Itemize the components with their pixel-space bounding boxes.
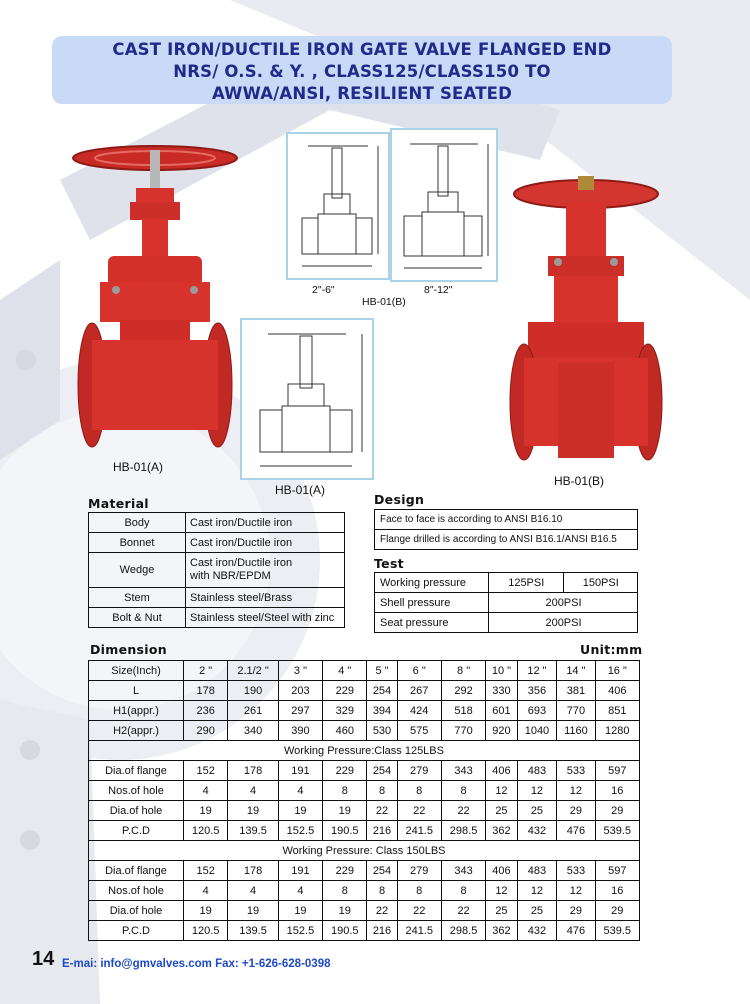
drawing-b-caption: HB-01(B) [362, 296, 406, 308]
table-cell: 476 [557, 921, 595, 941]
table-cell: 851 [595, 701, 639, 721]
table-cell: 340 [228, 721, 278, 741]
row-label: Dia.of hole [89, 901, 184, 921]
table-cell: 12 [486, 881, 517, 901]
table-cell: 120.5 [184, 821, 228, 841]
design-table [374, 509, 638, 550]
material-value: Cast iron/Ductile iron [186, 533, 345, 553]
table-cell: 19 [228, 901, 278, 921]
table-cell: 19 [278, 901, 322, 921]
table-cell: 152 [184, 761, 228, 781]
test-heading: Test [374, 556, 404, 571]
table-cell: 12 [557, 781, 595, 801]
table-cell: 22 [441, 901, 485, 921]
valve-b-photo [508, 172, 664, 474]
table-cell: 16 [595, 781, 639, 801]
table-row [89, 881, 640, 901]
table-cell: 19 [228, 801, 278, 821]
material-row-body [89, 513, 345, 533]
table-cell: 216 [367, 921, 397, 941]
table-cell: 8 " [441, 661, 485, 681]
test-table [374, 572, 638, 633]
dimension-unit: Unit:mm [580, 642, 643, 657]
drawing-b-large [390, 128, 498, 282]
table-cell: 16 [595, 881, 639, 901]
test-value-125: 125PSI [489, 573, 564, 593]
table-cell: 191 [278, 761, 322, 781]
table-cell: 12 " [517, 661, 557, 681]
table-cell: 362 [486, 821, 517, 841]
table-cell: 432 [517, 921, 557, 941]
material-key: Body [89, 513, 186, 533]
test-key: Shell pressure [375, 593, 489, 613]
table-cell: 533 [557, 861, 595, 881]
table-cell: 191 [278, 861, 322, 881]
page-number: 14 [32, 948, 55, 970]
table-cell: 14 " [557, 661, 595, 681]
material-row-bonnet [89, 533, 345, 553]
table-cell: 29 [595, 801, 639, 821]
table-cell: 432 [517, 821, 557, 841]
table-cell: 8 [367, 881, 397, 901]
table-row [89, 801, 640, 821]
row-label: H1(appr.) [89, 701, 184, 721]
material-value-2: with NBR/EPDM [190, 570, 271, 582]
table-cell: 229 [323, 861, 367, 881]
drawing-a-sketch [242, 320, 372, 478]
test-key: Working pressure [375, 573, 489, 593]
table-cell: 152.5 [278, 821, 322, 841]
drawing-b-large-sketch [392, 130, 496, 280]
table-row [89, 921, 640, 941]
table-cell: 575 [397, 721, 441, 741]
table-cell: 601 [486, 701, 517, 721]
material-value: Cast iron/Ductile iron [186, 513, 345, 533]
table-cell: 120.5 [184, 921, 228, 941]
pressure-class-label: Working Pressure:Class 125LBS [89, 741, 640, 761]
table-cell: 29 [595, 901, 639, 921]
table-cell: 2 " [184, 661, 228, 681]
table-cell: 330 [486, 681, 517, 701]
drawing-b-size2: 8"-12" [424, 284, 453, 296]
table-cell: 292 [441, 681, 485, 701]
table-cell: 19 [323, 901, 367, 921]
table-cell: 424 [397, 701, 441, 721]
table-cell: 4 [228, 881, 278, 901]
table-cell: 241.5 [397, 921, 441, 941]
table-cell: 298.5 [441, 821, 485, 841]
table-cell: 29 [557, 901, 595, 921]
design-row: Face to face is according to ANSI B16.10 [375, 510, 638, 530]
table-cell: 4 [228, 781, 278, 801]
valve-a-caption: HB-01(A) [113, 460, 164, 474]
material-row-wedge [89, 553, 345, 588]
dimension-heading: Dimension [90, 642, 167, 657]
table-cell: 25 [517, 901, 557, 921]
table-cell: 8 [397, 881, 441, 901]
class150-row [89, 841, 640, 861]
material-row-stem [89, 588, 345, 608]
table-cell: 4 [278, 881, 322, 901]
title-line-3: AWWA/ANSI, RESILIENT SEATED [211, 84, 513, 103]
table-cell: 518 [441, 701, 485, 721]
test-value-150: 150PSI [563, 573, 638, 593]
table-cell: 190.5 [323, 921, 367, 941]
table-cell: 5 " [367, 661, 397, 681]
material-key: Wedge [89, 553, 186, 588]
table-cell: 152.5 [278, 921, 322, 941]
table-cell: 203 [278, 681, 322, 701]
table-row [89, 861, 640, 881]
row-label: Dia.of flange [89, 761, 184, 781]
table-cell: 343 [441, 761, 485, 781]
material-row-bolt [89, 608, 345, 628]
table-cell: 139.5 [228, 821, 278, 841]
table-cell: 476 [557, 821, 595, 841]
table-cell: 229 [323, 681, 367, 701]
table-cell: 190 [228, 681, 278, 701]
table-cell: 178 [184, 681, 228, 701]
table-cell: 533 [557, 761, 595, 781]
table-cell: 12 [517, 781, 557, 801]
valve-b-caption: HB-01(B) [554, 474, 605, 488]
material-value: Cast iron/Ductile iron [190, 557, 293, 569]
table-cell: 19 [323, 801, 367, 821]
table-cell: 216 [367, 821, 397, 841]
table-cell: 1280 [595, 721, 639, 741]
table-cell: 178 [228, 761, 278, 781]
row-label: Size(Inch) [89, 661, 184, 681]
table-cell: 460 [323, 721, 367, 741]
test-key: Seat pressure [375, 613, 489, 633]
table-cell: 6 " [397, 661, 441, 681]
table-cell: 229 [323, 761, 367, 781]
material-heading: Material [88, 496, 149, 511]
contact-line: E-mai: info@gmvalves.com Fax: +1-626-628-0398 [62, 958, 331, 970]
material-key: Bolt & Nut [89, 608, 186, 628]
table-cell: 16 " [595, 661, 639, 681]
row-label: H2(appr.) [89, 721, 184, 741]
row-label: Nos.of hole [89, 881, 184, 901]
valve-a-photo [70, 140, 240, 450]
material-value-wedge [186, 553, 345, 588]
table-cell: 19 [278, 801, 322, 821]
table-cell: 8 [323, 781, 367, 801]
title-banner [52, 36, 672, 104]
table-cell: 267 [397, 681, 441, 701]
table-cell: 25 [486, 901, 517, 921]
table-cell: 4 [184, 781, 228, 801]
table-cell: 539.5 [595, 921, 639, 941]
material-value: Stainless steel/Steel with zinc [186, 608, 345, 628]
table-cell: 329 [323, 701, 367, 721]
table-cell: 29 [557, 801, 595, 821]
material-table [88, 512, 345, 628]
table-row [89, 901, 640, 921]
table-row [89, 821, 640, 841]
table-cell: 3 " [278, 661, 322, 681]
table-cell: 4 [184, 881, 228, 901]
table-cell: 8 [441, 881, 485, 901]
table-cell: 25 [517, 801, 557, 821]
table-cell: 770 [557, 701, 595, 721]
table-cell: 298.5 [441, 921, 485, 941]
table-cell: 297 [278, 701, 322, 721]
table-cell: 12 [557, 881, 595, 901]
table-cell: 12 [517, 881, 557, 901]
table-cell: 190.5 [323, 821, 367, 841]
table-cell: 241.5 [397, 821, 441, 841]
table-cell: 19 [184, 901, 228, 921]
table-cell: 770 [441, 721, 485, 741]
row-label: Nos.of hole [89, 781, 184, 801]
test-value: 200PSI [489, 593, 638, 613]
table-cell: 381 [557, 681, 595, 701]
table-cell: 920 [486, 721, 517, 741]
table-cell: 25 [486, 801, 517, 821]
test-value: 200PSI [489, 613, 638, 633]
table-row [89, 781, 640, 801]
material-key: Stem [89, 588, 186, 608]
table-cell: 539.5 [595, 821, 639, 841]
table-cell: 4 " [323, 661, 367, 681]
table-cell: 483 [517, 861, 557, 881]
material-value: Stainless steel/Brass [186, 588, 345, 608]
table-cell: 290 [184, 721, 228, 741]
table-cell: 394 [367, 701, 397, 721]
table-cell: 19 [184, 801, 228, 821]
table-cell: 22 [397, 801, 441, 821]
title-line-2: NRS/ O.S. & Y. , CLASS125/CLASS150 TO [173, 62, 551, 81]
dimension-table [88, 660, 640, 941]
table-cell: 406 [595, 681, 639, 701]
table-cell: 390 [278, 721, 322, 741]
table-row [89, 701, 640, 721]
table-cell: 597 [595, 761, 639, 781]
size-row [89, 661, 640, 681]
table-cell: 22 [367, 901, 397, 921]
row-label: Dia.of hole [89, 801, 184, 821]
table-cell: 362 [486, 921, 517, 941]
row-label: P.C.D [89, 921, 184, 941]
drawing-a-caption: HB-01(A) [275, 483, 326, 497]
table-cell: 8 [397, 781, 441, 801]
row-label: L [89, 681, 184, 701]
table-cell: 279 [397, 761, 441, 781]
class125-row [89, 741, 640, 761]
table-cell: 2.1/2 " [228, 661, 278, 681]
design-heading: Design [374, 492, 425, 507]
row-label: Dia.of flange [89, 861, 184, 881]
table-cell: 12 [486, 781, 517, 801]
table-cell: 279 [397, 861, 441, 881]
table-cell: 1160 [557, 721, 595, 741]
table-cell: 356 [517, 681, 557, 701]
table-cell: 343 [441, 861, 485, 881]
table-row [89, 721, 640, 741]
table-cell: 4 [278, 781, 322, 801]
title-line-1: CAST IRON/DUCTILE IRON GATE VALVE FLANGED END [112, 40, 612, 59]
table-cell: 22 [397, 901, 441, 921]
table-cell: 22 [441, 801, 485, 821]
table-cell: 8 [323, 881, 367, 901]
drawing-a [240, 318, 374, 480]
table-cell: 254 [367, 681, 397, 701]
row-label: P.C.D [89, 821, 184, 841]
pressure-class-label: Working Pressure: Class 150LBS [89, 841, 640, 861]
table-row [89, 681, 640, 701]
table-cell: 406 [486, 861, 517, 881]
drawing-b-small [286, 132, 390, 280]
table-cell: 139.5 [228, 921, 278, 941]
table-cell: 406 [486, 761, 517, 781]
table-cell: 1040 [517, 721, 557, 741]
table-cell: 178 [228, 861, 278, 881]
table-cell: 693 [517, 701, 557, 721]
table-cell: 254 [367, 861, 397, 881]
table-cell: 236 [184, 701, 228, 721]
table-cell: 261 [228, 701, 278, 721]
table-cell: 530 [367, 721, 397, 741]
table-cell: 8 [367, 781, 397, 801]
material-key: Bonnet [89, 533, 186, 553]
drawing-b-small-sketch [288, 134, 388, 278]
table-cell: 10 " [486, 661, 517, 681]
table-row [89, 761, 640, 781]
drawing-b-size1: 2"-6" [312, 284, 335, 296]
table-cell: 254 [367, 761, 397, 781]
table-cell: 22 [367, 801, 397, 821]
table-cell: 8 [441, 781, 485, 801]
table-cell: 483 [517, 761, 557, 781]
table-cell: 152 [184, 861, 228, 881]
design-row: Flange drilled is according to ANSI B16.1/ANSI B16.5 [375, 530, 638, 550]
table-cell: 597 [595, 861, 639, 881]
